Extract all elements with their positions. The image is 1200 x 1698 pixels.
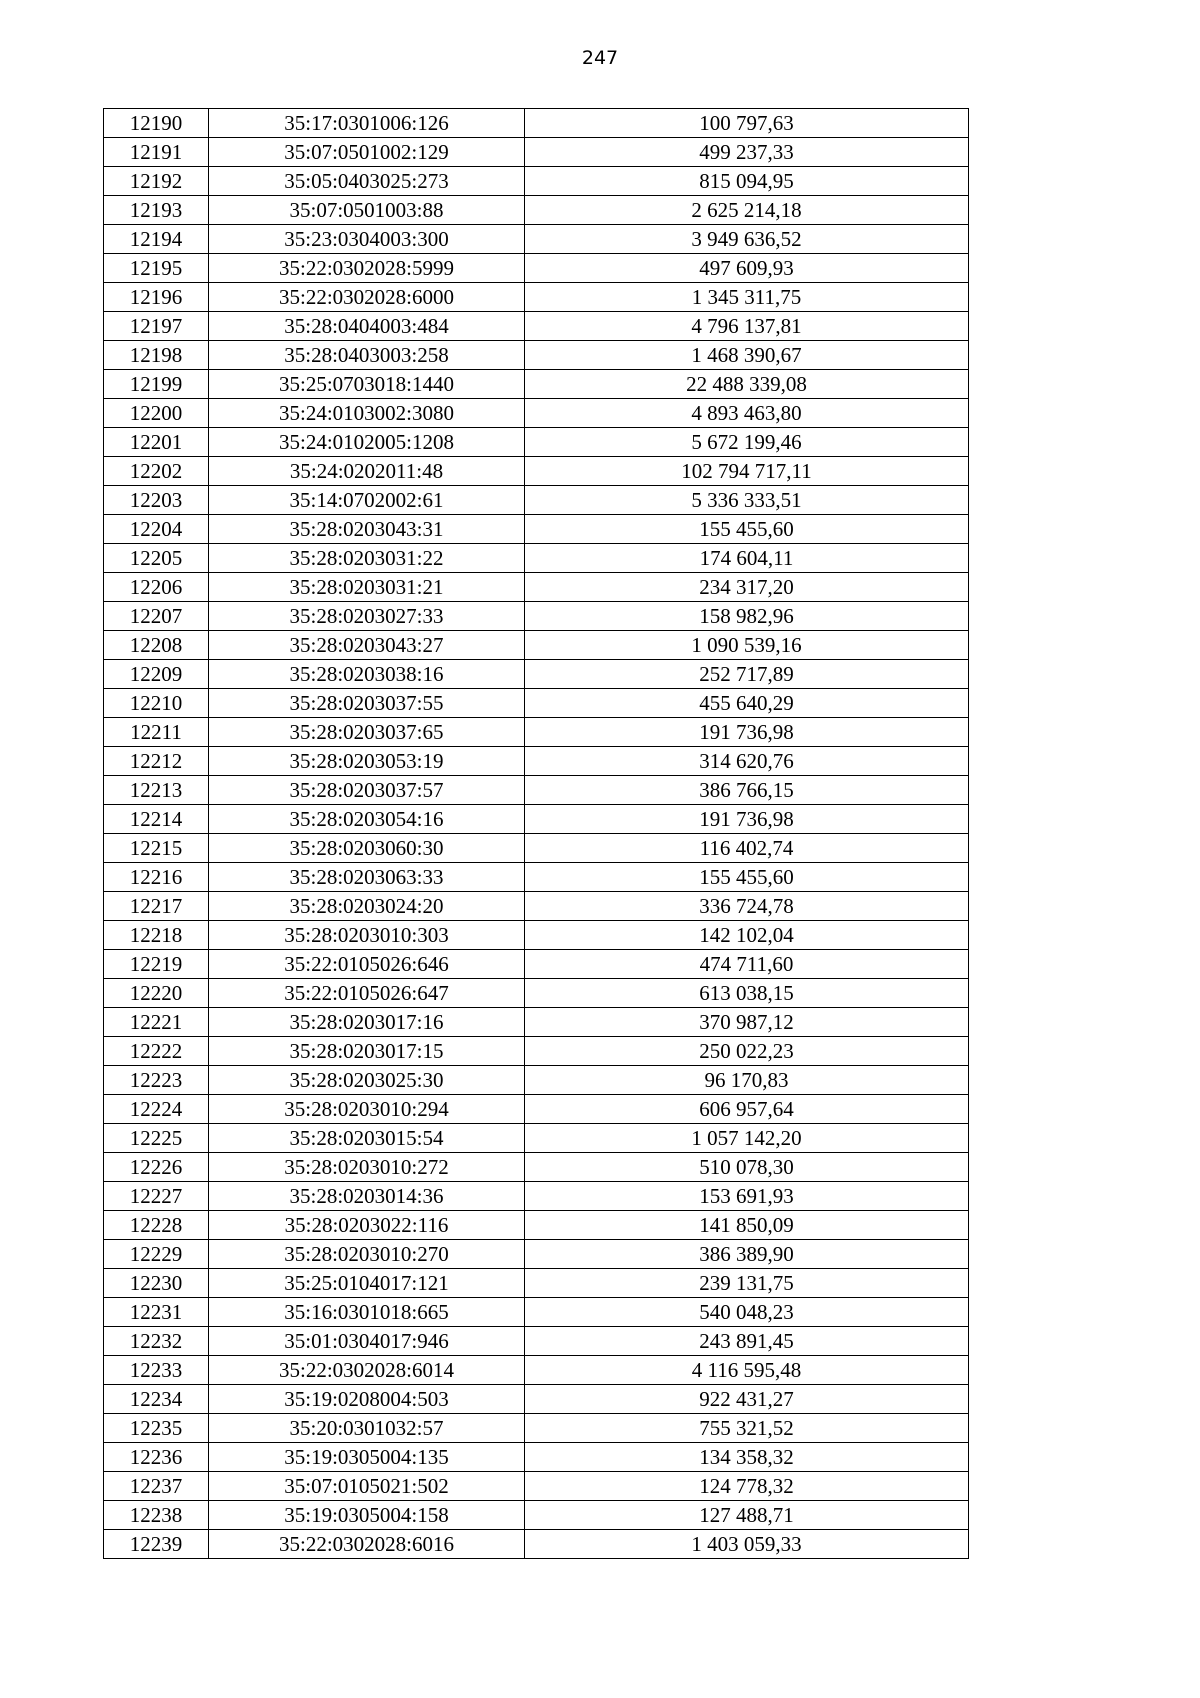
cadastral-value-cell: 155 455,60: [525, 863, 969, 892]
table-row: [104, 631, 969, 660]
table-row: [104, 1530, 969, 1559]
cadastral-number-cell: 35:28:0203022:116: [209, 1211, 525, 1240]
row-number-cell: 12217: [104, 892, 209, 921]
row-number-cell: 12209: [104, 660, 209, 689]
cadastral-value-cell: 4 116 595,48: [525, 1356, 969, 1385]
cadastral-value-cell: 499 237,33: [525, 138, 969, 167]
row-number-cell: 12201: [104, 428, 209, 457]
table-row: [104, 950, 969, 979]
table-row: [104, 1356, 969, 1385]
cadastral-value-cell: 158 982,96: [525, 602, 969, 631]
cadastral-value-cell: 755 321,52: [525, 1414, 969, 1443]
row-number-cell: 12234: [104, 1385, 209, 1414]
cadastral-value-cell: 239 131,75: [525, 1269, 969, 1298]
table-row: [104, 167, 969, 196]
cadastral-number-cell: 35:05:0403025:273: [209, 167, 525, 196]
cadastral-number-cell: 35:28:0203014:36: [209, 1182, 525, 1211]
table-row: [104, 1269, 969, 1298]
cadastral-number-cell: 35:22:0302028:6000: [209, 283, 525, 312]
cadastral-value-cell: 455 640,29: [525, 689, 969, 718]
cadastral-number-cell: 35:28:0203017:16: [209, 1008, 525, 1037]
cadastral-value-cell: 234 317,20: [525, 573, 969, 602]
cadastral-value-cell: 386 389,90: [525, 1240, 969, 1269]
table-row: [104, 1182, 969, 1211]
row-number-cell: 12202: [104, 457, 209, 486]
cadastral-number-cell: 35:19:0208004:503: [209, 1385, 525, 1414]
cadastral-number-cell: 35:28:0203010:303: [209, 921, 525, 950]
cadastral-number-cell: 35:14:0702002:61: [209, 486, 525, 515]
cadastral-number-cell: 35:22:0302028:5999: [209, 254, 525, 283]
cadastral-value-cell: 127 488,71: [525, 1501, 969, 1530]
cadastral-value-cell: 252 717,89: [525, 660, 969, 689]
cadastral-value-cell: 174 604,11: [525, 544, 969, 573]
cadastral-value-cell: 134 358,32: [525, 1443, 969, 1472]
table-row: [104, 805, 969, 834]
table-row: [104, 341, 969, 370]
table-row: [104, 1385, 969, 1414]
row-number-cell: 12227: [104, 1182, 209, 1211]
table-row: [104, 1414, 969, 1443]
cadastral-number-cell: 35:24:0103002:3080: [209, 399, 525, 428]
cadastral-number-cell: 35:23:0304003:300: [209, 225, 525, 254]
cadastral-value-cell: 141 850,09: [525, 1211, 969, 1240]
table-row: [104, 573, 969, 602]
cadastral-value-cell: 815 094,95: [525, 167, 969, 196]
cadastral-value-cell: 243 891,45: [525, 1327, 969, 1356]
cadastral-value-cell: 155 455,60: [525, 515, 969, 544]
row-number-cell: 12211: [104, 718, 209, 747]
row-number-cell: 12222: [104, 1037, 209, 1066]
table-row: [104, 892, 969, 921]
cadastral-value-cell: 386 766,15: [525, 776, 969, 805]
row-number-cell: 12208: [104, 631, 209, 660]
cadastral-number-cell: 35:28:0203027:33: [209, 602, 525, 631]
cadastral-value-cell: 100 797,63: [525, 109, 969, 138]
row-number-cell: 12190: [104, 109, 209, 138]
table-row: [104, 718, 969, 747]
cadastral-number-cell: 35:19:0305004:158: [209, 1501, 525, 1530]
row-number-cell: 12198: [104, 341, 209, 370]
cadastral-number-cell: 35:22:0105026:646: [209, 950, 525, 979]
cadastral-value-cell: 1 403 059,33: [525, 1530, 969, 1559]
cadastral-number-cell: 35:22:0302028:6014: [209, 1356, 525, 1385]
table-row: [104, 689, 969, 718]
table-row: [104, 660, 969, 689]
cadastral-number-cell: 35:28:0203054:16: [209, 805, 525, 834]
cadastral-value-cell: 540 048,23: [525, 1298, 969, 1327]
cadastral-value-cell: 606 957,64: [525, 1095, 969, 1124]
cadastral-number-cell: 35:07:0501003:88: [209, 196, 525, 225]
row-number-cell: 12237: [104, 1472, 209, 1501]
cadastral-number-cell: 35:28:0203031:22: [209, 544, 525, 573]
row-number-cell: 12214: [104, 805, 209, 834]
table-row: [104, 428, 969, 457]
row-number-cell: 12212: [104, 747, 209, 776]
table-row: [104, 1501, 969, 1530]
page-number: 247: [581, 47, 619, 69]
cadastral-number-cell: 35:28:0203043:27: [209, 631, 525, 660]
table-row: [104, 1008, 969, 1037]
row-number-cell: 12205: [104, 544, 209, 573]
cadastral-number-cell: 35:28:0203025:30: [209, 1066, 525, 1095]
row-number-cell: 12213: [104, 776, 209, 805]
cadastral-number-cell: 35:28:0403003:258: [209, 341, 525, 370]
row-number-cell: 12192: [104, 167, 209, 196]
cadastral-value-cell: 250 022,23: [525, 1037, 969, 1066]
row-number-cell: 12223: [104, 1066, 209, 1095]
cadastral-number-cell: 35:28:0203031:21: [209, 573, 525, 602]
row-number-cell: 12191: [104, 138, 209, 167]
table-row: [104, 457, 969, 486]
table-row: [104, 138, 969, 167]
row-number-cell: 12204: [104, 515, 209, 544]
cadastral-number-cell: 35:07:0501002:129: [209, 138, 525, 167]
table-row: [104, 863, 969, 892]
row-number-cell: 12216: [104, 863, 209, 892]
table-row: [104, 747, 969, 776]
table-row: [104, 1443, 969, 1472]
cadastral-value-cell: 96 170,83: [525, 1066, 969, 1095]
row-number-cell: 12239: [104, 1530, 209, 1559]
table-row: [104, 225, 969, 254]
row-number-cell: 12207: [104, 602, 209, 631]
table-row: [104, 370, 969, 399]
cadastral-number-cell: 35:16:0301018:665: [209, 1298, 525, 1327]
cadastral-value-cell: 336 724,78: [525, 892, 969, 921]
cadastral-value-cell: 1 345 311,75: [525, 283, 969, 312]
cadastral-number-cell: 35:24:0102005:1208: [209, 428, 525, 457]
table-row: [104, 486, 969, 515]
cadastral-number-cell: 35:25:0104017:121: [209, 1269, 525, 1298]
table-row: [104, 1095, 969, 1124]
table-row: [104, 254, 969, 283]
table-row: [104, 544, 969, 573]
cadastral-number-cell: 35:28:0203010:272: [209, 1153, 525, 1182]
row-number-cell: 12210: [104, 689, 209, 718]
cadastral-value-cell: 124 778,32: [525, 1472, 969, 1501]
table-row: [104, 921, 969, 950]
row-number-cell: 12194: [104, 225, 209, 254]
cadastral-value-cell: 191 736,98: [525, 718, 969, 747]
cadastral-number-cell: 35:19:0305004:135: [209, 1443, 525, 1472]
table-row: [104, 1211, 969, 1240]
row-number-cell: 12232: [104, 1327, 209, 1356]
cadastral-number-cell: 35:28:0203037:57: [209, 776, 525, 805]
cadastral-number-cell: 35:28:0203038:16: [209, 660, 525, 689]
table-row: [104, 1240, 969, 1269]
table-row: [104, 1037, 969, 1066]
cadastral-value-cell: 497 609,93: [525, 254, 969, 283]
row-number-cell: 12206: [104, 573, 209, 602]
cadastral-value-cell: 1 468 390,67: [525, 341, 969, 370]
cadastral-value-cell: 5 672 199,46: [525, 428, 969, 457]
cadastral-value-table: [103, 108, 969, 1559]
cadastral-value-cell: 922 431,27: [525, 1385, 969, 1414]
table-row: [104, 196, 969, 225]
row-number-cell: 12199: [104, 370, 209, 399]
row-number-cell: 12218: [104, 921, 209, 950]
row-number-cell: 12231: [104, 1298, 209, 1327]
row-number-cell: 12203: [104, 486, 209, 515]
row-number-cell: 12225: [104, 1124, 209, 1153]
cadastral-number-cell: 35:24:0202011:48: [209, 457, 525, 486]
cadastral-number-cell: 35:22:0105026:647: [209, 979, 525, 1008]
row-number-cell: 12238: [104, 1501, 209, 1530]
table-row: [104, 312, 969, 341]
cadastral-value-cell: 116 402,74: [525, 834, 969, 863]
table-row: [104, 1066, 969, 1095]
table-row: [104, 602, 969, 631]
row-number-cell: 12226: [104, 1153, 209, 1182]
cadastral-value-cell: 5 336 333,51: [525, 486, 969, 515]
cadastral-number-cell: 35:28:0203037:65: [209, 718, 525, 747]
table-body: [104, 109, 969, 1559]
table-row: [104, 399, 969, 428]
table-row: [104, 776, 969, 805]
row-number-cell: 12200: [104, 399, 209, 428]
cadastral-number-cell: 35:28:0203024:20: [209, 892, 525, 921]
row-number-cell: 12215: [104, 834, 209, 863]
cadastral-number-cell: 35:28:0203015:54: [209, 1124, 525, 1153]
cadastral-value-cell: 1 090 539,16: [525, 631, 969, 660]
cadastral-value-cell: 314 620,76: [525, 747, 969, 776]
cadastral-value-cell: 1 057 142,20: [525, 1124, 969, 1153]
cadastral-number-cell: 35:28:0203043:31: [209, 515, 525, 544]
cadastral-number-cell: 35:28:0404003:484: [209, 312, 525, 341]
table-row: [104, 1327, 969, 1356]
cadastral-value-cell: 370 987,12: [525, 1008, 969, 1037]
cadastral-number-cell: 35:28:0203053:19: [209, 747, 525, 776]
row-number-cell: 12195: [104, 254, 209, 283]
cadastral-number-cell: 35:28:0203010:294: [209, 1095, 525, 1124]
row-number-cell: 12236: [104, 1443, 209, 1472]
cadastral-number-cell: 35:07:0105021:502: [209, 1472, 525, 1501]
table-row: [104, 283, 969, 312]
table-row: [104, 1298, 969, 1327]
row-number-cell: 12221: [104, 1008, 209, 1037]
row-number-cell: 12229: [104, 1240, 209, 1269]
table-row: [104, 515, 969, 544]
table-row: [104, 1472, 969, 1501]
cadastral-number-cell: 35:28:0203017:15: [209, 1037, 525, 1066]
table-row: [104, 109, 969, 138]
cadastral-value-cell: 191 736,98: [525, 805, 969, 834]
cadastral-number-cell: 35:25:0703018:1440: [209, 370, 525, 399]
cadastral-value-cell: 613 038,15: [525, 979, 969, 1008]
row-number-cell: 12220: [104, 979, 209, 1008]
cadastral-value-cell: 22 488 339,08: [525, 370, 969, 399]
table-row: [104, 1153, 969, 1182]
row-number-cell: 12228: [104, 1211, 209, 1240]
table-row: [104, 834, 969, 863]
cadastral-value-cell: 142 102,04: [525, 921, 969, 950]
row-number-cell: 12224: [104, 1095, 209, 1124]
cadastral-number-cell: 35:20:0301032:57: [209, 1414, 525, 1443]
cadastral-number-cell: 35:28:0203060:30: [209, 834, 525, 863]
cadastral-number-cell: 35:28:0203010:270: [209, 1240, 525, 1269]
cadastral-number-cell: 35:17:0301006:126: [209, 109, 525, 138]
cadastral-number-cell: 35:28:0203037:55: [209, 689, 525, 718]
cadastral-value-cell: 2 625 214,18: [525, 196, 969, 225]
row-number-cell: 12196: [104, 283, 209, 312]
cadastral-value-cell: 4 796 137,81: [525, 312, 969, 341]
cadastral-number-cell: 35:22:0302028:6016: [209, 1530, 525, 1559]
cadastral-value-cell: 474 711,60: [525, 950, 969, 979]
row-number-cell: 12219: [104, 950, 209, 979]
cadastral-number-cell: 35:28:0203063:33: [209, 863, 525, 892]
cadastral-value-cell: 153 691,93: [525, 1182, 969, 1211]
cadastral-value-cell: 4 893 463,80: [525, 399, 969, 428]
cadastral-number-cell: 35:01:0304017:946: [209, 1327, 525, 1356]
row-number-cell: 12197: [104, 312, 209, 341]
cadastral-value-cell: 3 949 636,52: [525, 225, 969, 254]
row-number-cell: 12235: [104, 1414, 209, 1443]
row-number-cell: 12193: [104, 196, 209, 225]
cadastral-value-cell: 510 078,30: [525, 1153, 969, 1182]
row-number-cell: 12230: [104, 1269, 209, 1298]
cadastral-value-cell: 102 794 717,11: [525, 457, 969, 486]
table-row: [104, 979, 969, 1008]
row-number-cell: 12233: [104, 1356, 209, 1385]
table-row: [104, 1124, 969, 1153]
